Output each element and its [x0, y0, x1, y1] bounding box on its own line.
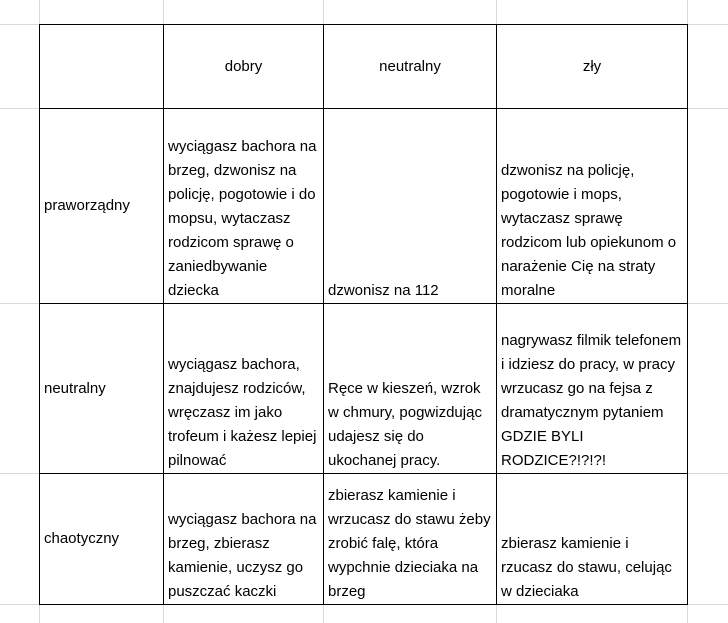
table-cell[interactable]: dzwonisz na 112 — [324, 109, 497, 304]
table-cell[interactable]: Ręce w kieszeń, wzrok w chmury, pogwizdując udajesz się do ukochanej pracy. — [324, 304, 497, 474]
row-label-chaotic[interactable]: chaotyczny — [40, 474, 164, 605]
table-cell[interactable]: zbierasz kamienie i rzucasz do stawu, celując w dzieciaka — [497, 474, 688, 605]
table-cell[interactable]: zbierasz kamienie i wrzucasz do stawu żeby zrobić falę, która wypchnie dzieciaka na brzeg — [324, 474, 497, 605]
table-row — [40, 109, 688, 304]
row-label-neutral[interactable]: neutralny — [40, 304, 164, 474]
table-cell[interactable]: dzwonisz na policję, pogotowie i mops, wytaczasz sprawę rodzicom lub opiekunom o narażenie Cię na straty moralne — [497, 109, 688, 304]
table-cell[interactable]: wyciągasz bachora na brzeg, zbierasz kamienie, uczysz go puszczać kaczki — [164, 474, 324, 605]
alignment-table — [39, 24, 688, 605]
header-cell-good[interactable]: dobry — [164, 25, 324, 109]
table-cell[interactable]: nagrywasz filmik telefonem i idziesz do pracy, w pracy wrzucasz go na fejsa z dramatycznym pytaniem GDZIE BYLI RODZICE?!?!?! — [497, 304, 688, 474]
header-cell-evil[interactable]: zły — [497, 25, 688, 109]
table-cell[interactable]: wyciągasz bachora na brzeg, dzwonisz na policję, pogotowie i do mopsu, wytaczasz rodzicom sprawę o zaniedbywanie dziecka — [164, 109, 324, 304]
table-row — [40, 304, 688, 474]
header-cell-neutral[interactable]: neutralny — [324, 25, 497, 109]
table-row — [40, 474, 688, 605]
header-row — [40, 25, 688, 109]
table-cell[interactable]: wyciągasz bachora, znajdujesz rodziców, wręczasz im jako trofeum i każesz lepiej pilnować — [164, 304, 324, 474]
row-label-lawful[interactable]: praworządny — [40, 109, 164, 304]
header-cell-corner[interactable] — [40, 25, 164, 109]
